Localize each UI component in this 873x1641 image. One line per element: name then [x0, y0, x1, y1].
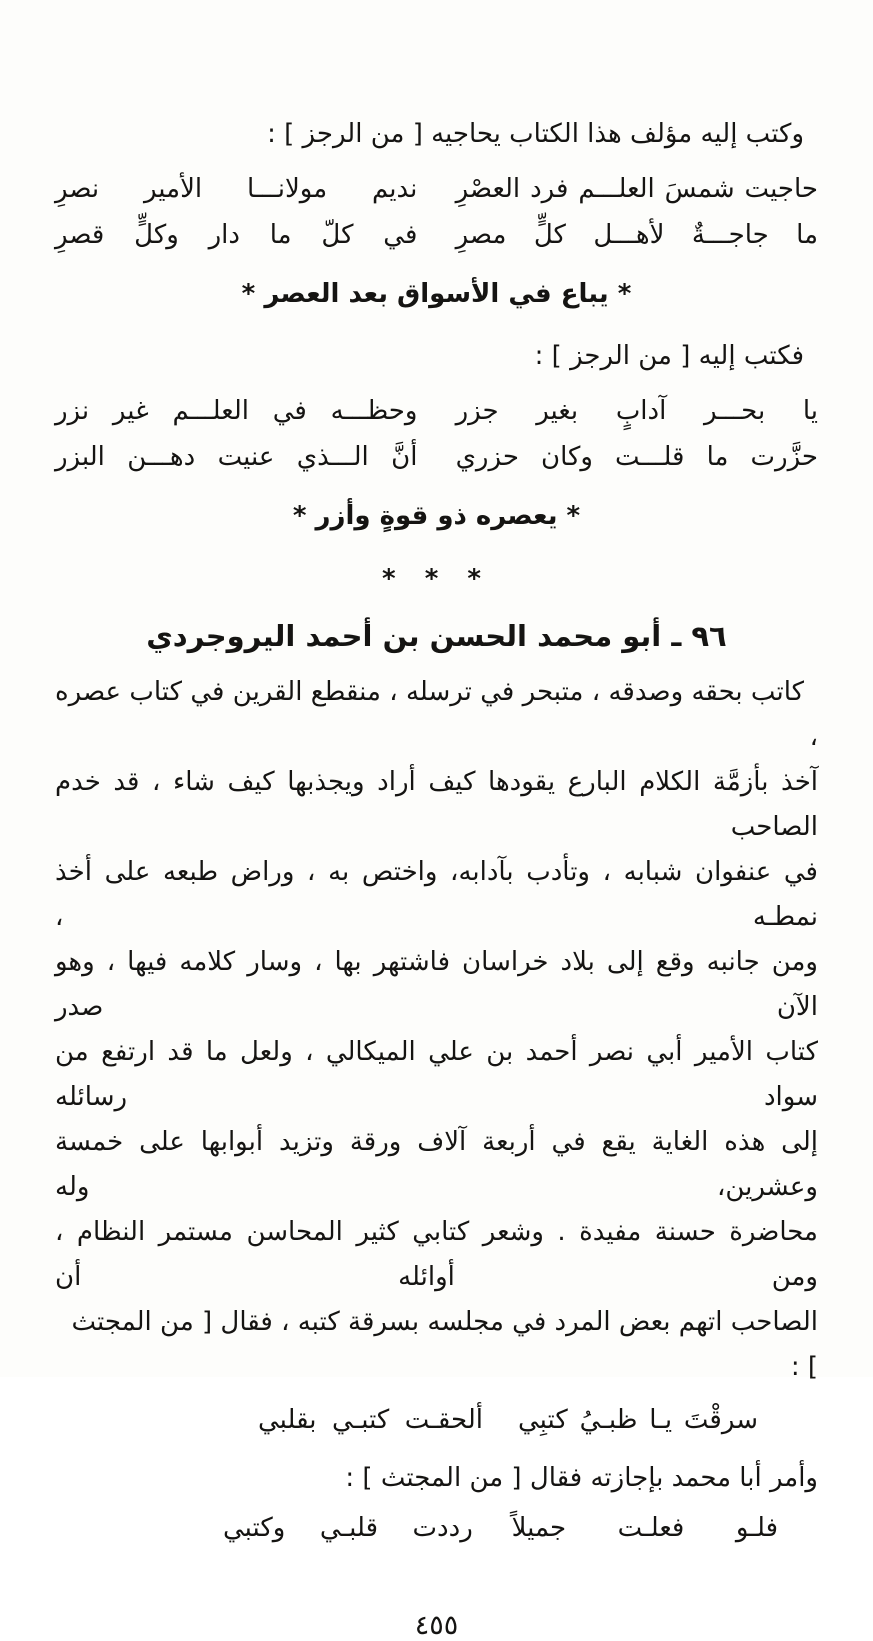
permission-intro-line: وأمر أبا محمد بإجازته فقال [ من المجتث ] : — [345, 1463, 818, 1493]
verse-first-hemistich: حاجيت شمسَ العلـــم فرد العصْرِ — [455, 174, 818, 204]
verse-first-hemistich: حزَّرت ما قلـــت وكان حزري — [455, 442, 818, 472]
riddle-answer-line: * يعصره ذو قوةٍ وأزر * — [292, 501, 581, 531]
prose-line: الصاحب اتهم بعض المرد في مجلسه بسرقة كتبه ، فقال [ من المجتث ] : — [71, 1307, 818, 1382]
verse-second-hemistich: رددت قلبـي وكتبي — [223, 1513, 473, 1543]
verse-first-hemistich: فلـو فعلـت جميلاً — [511, 1513, 778, 1543]
verse-second-hemistich: نديم مولانـــا الأمير نصرِ — [55, 174, 418, 204]
poem-rajaz-2 — [55, 388, 818, 480]
reply-intro-line: فكتب إليه [ من الرجز ] : — [534, 341, 804, 371]
prose-line: ومن جانبه وقع إلى بلاد خراسان فاشتهر بها ، وسار كلامه فيها ، وهو الآن صدر — [55, 947, 818, 1022]
poem-rajaz-1 — [55, 166, 818, 258]
section-separator-stars: * * * — [382, 564, 491, 594]
verse-second-hemistich: وحظـــه في العلـــم غير نزر — [55, 396, 418, 426]
verse-first-hemistich: ما جاجـــةٌ لأهـــل كلٍّ مصرِ — [455, 220, 818, 250]
verse-line — [55, 434, 818, 480]
verse-line — [55, 212, 818, 258]
page-number: ٤٥٥ — [414, 1610, 459, 1641]
riddle-intro-line: وكتب إليه مؤلف هذا الكتاب يحاجيه [ من الرجز ] : — [267, 119, 804, 149]
verse-second-hemistich: في كلّ ما دار وكلٍّ قصرِ — [55, 220, 418, 250]
verse-second-hemistich: أنَّ الـــذي عنيت دهـــن البزر — [55, 442, 418, 472]
prose-line: كاتب بحقه وصدقه ، متبحر في ترسله ، منقطع القرين في كتاب عصره ، — [55, 677, 818, 752]
entry-heading: ٩٦ ـ أبو محمد الحسن بن أحمد اليروجردي — [146, 619, 727, 653]
verse-second-hemistich: ألحقـت كتبـي بقلبي — [258, 1405, 483, 1435]
prose-line: في عنفوان شبابه ، وتأدب بآدابه، واختص به ، وراض طبعه على أخذ نمطـه ، — [55, 857, 818, 932]
prose-line: كتاب الأمير أبي نصر أحمد بن علي الميكالي ، ولعل ما قد ارتفع من سواد رسائله — [55, 1037, 818, 1112]
verse-line — [55, 388, 818, 434]
prose-line: إلى هذه الغاية يقع في أربعة آلاف ورقة وتزيد أبوابها على خمسة وعشرين، وله — [55, 1127, 818, 1202]
verse-line — [55, 166, 818, 212]
biography-paragraph — [55, 670, 818, 1390]
poem-mujtathth-2 — [223, 1504, 778, 1552]
poem-mujtathth-1 — [258, 1396, 758, 1444]
riddle-answer-line: * يباع في الأسواق بعد العصر * — [241, 279, 632, 309]
verse-first-hemistich: سرقْتَ يـا ظبـيُ كتبِي — [518, 1405, 758, 1435]
prose-line: محاضرة حسنة مفيدة . وشعر كتابي كثير المحاسن مستمر النظام ، ومن أوائله أن — [55, 1217, 818, 1292]
prose-line: آخذ بأزمَّة الكلام البارع يقودها كيف أراد ويجذبها كيف شاء ، قد خدم الصاحب — [55, 767, 818, 842]
verse-first-hemistich: يا بحـــر آدابٍ بغير جزر — [455, 396, 818, 426]
